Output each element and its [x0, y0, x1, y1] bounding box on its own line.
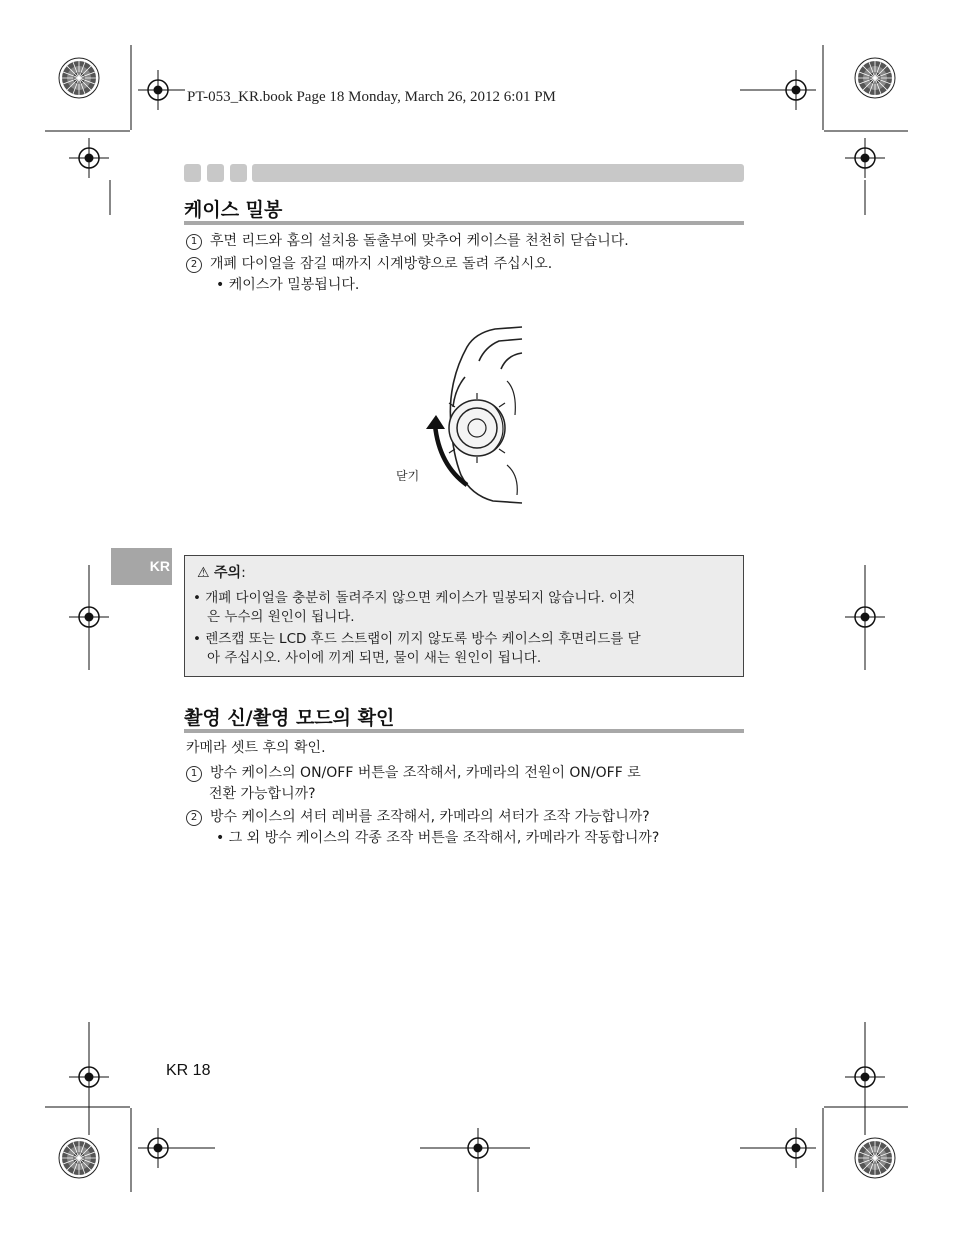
section-rule [184, 221, 744, 225]
bar-square [207, 164, 224, 182]
caution-item [193, 589, 635, 608]
caution-item [193, 630, 641, 649]
step-1 [186, 231, 629, 251]
step-text: 방수 케이스의 셔터 레버를 조작해서, 카메라의 셔터가 조작 가능합니까? [210, 809, 650, 825]
section-decor-bar [184, 164, 744, 182]
bar-square [184, 164, 201, 182]
step-1 [186, 763, 641, 783]
step-number: 1 [186, 234, 202, 250]
page-number: KR 18 [166, 1062, 211, 1079]
book-file-info: PT-053_KR.book Page 18 Monday, March 26, 2012 6:01 PM [187, 89, 556, 105]
step-2 [186, 807, 650, 827]
caution-text: 렌즈캡 또는 LCD 후드 스트랩이 끼지 않도록 방수 케이스의 후면리드를 닫 [205, 631, 641, 647]
language-tab: KR [111, 548, 172, 585]
caution-colon: : [241, 565, 246, 581]
caution-box [184, 555, 744, 677]
caution-title: 주의 [214, 565, 242, 581]
step-number: 2 [186, 257, 202, 273]
step-number: 2 [186, 810, 202, 826]
step-1-cont: 전환 가능합니까? [209, 786, 316, 802]
section-title: 케이스 밀봉 [184, 199, 283, 221]
warning-icon: ⚠ [197, 565, 210, 581]
bar-strip [252, 164, 744, 182]
section-rule [184, 729, 744, 733]
step-text: 개폐 다이얼을 잠길 때까지 시계방향으로 돌려 주십시오. [210, 256, 553, 272]
caution-text: 개폐 다이얼을 충분히 돌려주지 않으면 케이스가 밀봉되지 않습니다. 이것 [205, 590, 636, 606]
bullet-item: • 그 외 방수 케이스의 각종 조작 버튼을 조작해서, 카메라가 작동합니까? [216, 830, 660, 846]
caution-item-cont: 아 주십시오. 사이에 끼게 되면, 물이 새는 원인이 됩니다. [207, 650, 542, 666]
bullet-dot: • [193, 590, 206, 606]
close-arrow-label: 닫기 [396, 469, 420, 483]
bullet-dot: • [193, 631, 206, 647]
bullet-item: • 케이스가 밀봉됩니다. [216, 277, 360, 293]
step-2 [186, 254, 552, 274]
caution-item-cont: 은 누수의 원인이 됩니다. [207, 609, 355, 625]
bar-square [230, 164, 247, 182]
step-text: 후면 리드와 홈의 설치용 돌출부에 맞추어 케이스를 천천히 닫습니다. [210, 233, 629, 249]
section-title: 촬영 신/촬영 모드의 확인 [184, 707, 395, 729]
caution-heading [197, 564, 246, 583]
step-number: 1 [186, 766, 202, 782]
step-text: 방수 케이스의 ON/OFF 버튼을 조작해서, 카메라의 전원이 ON/OFF 로 [210, 765, 641, 781]
intro-text: 카메라 셋트 후의 확인. [186, 740, 326, 756]
